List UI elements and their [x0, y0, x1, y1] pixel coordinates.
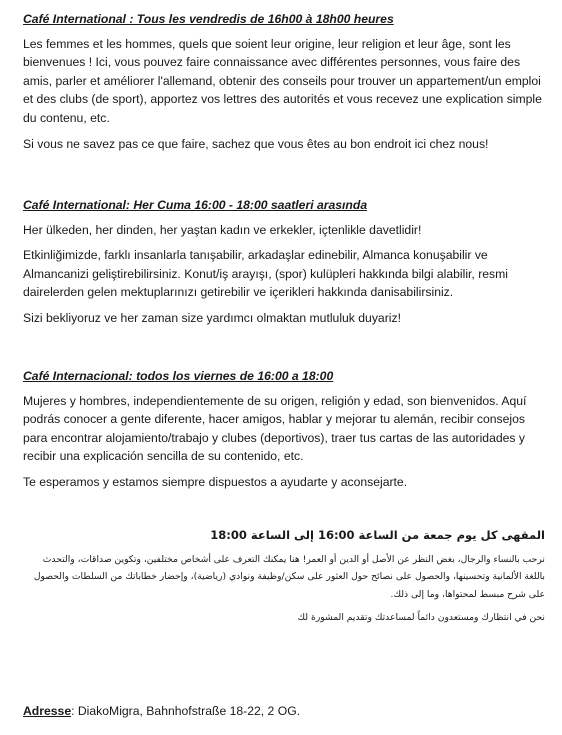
- spanish-paragraph-1: Mujeres y hombres, independientemente de su origen, religión y edad, son bienvenidos. Aquí podrás conocer a gente diferente, hacer amigos, hablar y mejorar tu alemán, recibir consejos para encontrar alojamiento/trabajo y clubes (deportivos), traer tus cartas de las autoridades y recibir una explicación sencilla de su contenido, etc.: [23, 393, 527, 464]
- french-paragraph-1: Les femmes et les hommes, quels que soient leur origine, leur religion et leur âge, sont les bienvenues ! Ici, vous pouvez faire connaissance avec différentes personnes, vous faire des amis, parler et améliorer l'allemand, obtenir des conseils pour trouver un appartement/un emploi et des clubs (de sport), apportez vos lettres des autorités et vous recevez une explication simple du contenu, etc.: [23, 36, 542, 125]
- address-value: : DiakoMigra, Bahnhofstraße 18-22, 2 OG.: [71, 704, 301, 718]
- french-heading: Café International : Tous les vendredis de 16h00 à 18h00 heures: [23, 12, 394, 26]
- french-paragraph-2: Si vous ne savez pas ce que faire, sachez que vous êtes au bon endroit ici chez nous!: [23, 136, 489, 151]
- arabic-paragraph-2: نحن في انتظارك ومستعدون دائماً لمساعدتك وتقديم المشورة لك: [297, 612, 545, 624]
- spanish-heading: Café Internacional: todos los viernes de 16:00 a 18:00: [23, 369, 334, 383]
- address-line: [23, 702, 300, 721]
- turkish-paragraph-2: Etkinliğimizde, farklı insanlarla tanışabilir, arkadaşlar edinebilir, Almanca konuşabilir ve Almancanizi geliştirebilirsiniz. Konut/iş arayışı, (spor) kulüpleri hakkında bilgi alabilir, resmi dairelerden gelen mektuplarınızı getirebilir ve içerikleri hakkında danisabilirsiniz.: [23, 248, 508, 300]
- arabic-paragraph-1: نرحب بالنساء والرجال، بغض النظر عن الأصل أو الدين أو العمر! هنا يمكنك التعرف على أشخاص مختلفين، وتكوين صداقات، والتحدث باللغة الألمانية وتحسينها، والحصول على نصائح حول العثور على سكن/وظيفة ونوادي (رياضية)، وإحضار خطاباتك من السلطات والحصول على شرح مبسط لمحتواها، وما إلى ذلك.: [33, 553, 545, 600]
- turkish-paragraph-3: Sizi bekliyoruz ve her zaman size yardımcı olmaktan mutluluk duyariz!: [23, 310, 401, 325]
- arabic-heading: المقهى كل يوم جمعة من الساعة 16:00 إلى الساعة 18:00: [210, 528, 545, 542]
- french-section: [23, 10, 545, 160]
- address-label: Adresse: [23, 704, 72, 718]
- spanish-section: [23, 367, 545, 499]
- turkish-heading: Café International: Her Cuma 16:00 - 18:00 saatleri arasında: [23, 198, 368, 212]
- arabic-section: [23, 526, 545, 633]
- spanish-paragraph-2: Te esperamos y estamos siempre dispuestos a ayudarte y aconsejarte.: [23, 474, 408, 489]
- turkish-section: [23, 196, 545, 335]
- turkish-paragraph-1: Her ülkeden, her dinden, her yaştan kadın ve erkekler, içtenlikle davetlidir!: [23, 222, 422, 237]
